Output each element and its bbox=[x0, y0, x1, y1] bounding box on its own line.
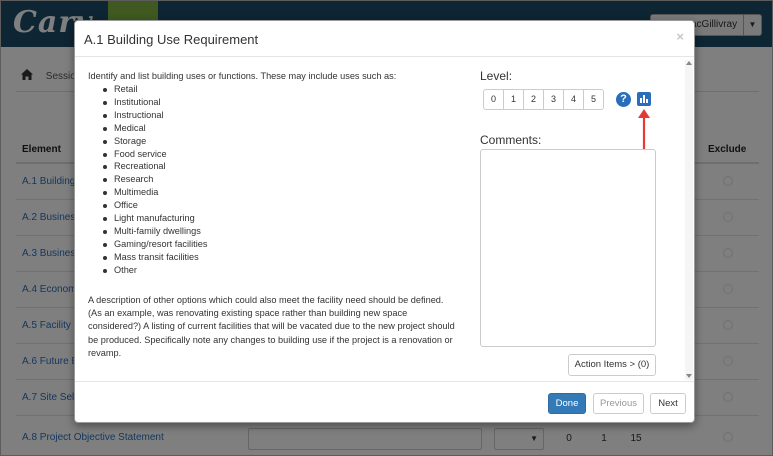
list-item: Other bbox=[102, 264, 207, 277]
list-item: Gaming/resort facilities bbox=[102, 238, 207, 251]
action-items-button[interactable]: Action Items > (0) bbox=[568, 354, 656, 376]
uses-list bbox=[102, 83, 207, 277]
previous-button[interactable]: Previous bbox=[593, 393, 644, 414]
list-item: Storage bbox=[102, 135, 207, 148]
done-button[interactable]: Done bbox=[548, 393, 586, 414]
list-item: Retail bbox=[102, 83, 207, 96]
list-item: Light manufacturing bbox=[102, 212, 207, 225]
dialog-header bbox=[75, 21, 694, 57]
intro-text: Identify and list building uses or functions. These may include uses such as: bbox=[88, 71, 397, 81]
level-option-1[interactable]: 1 bbox=[503, 89, 524, 110]
level-option-3[interactable]: 3 bbox=[543, 89, 564, 110]
close-icon[interactable]: × bbox=[676, 29, 684, 44]
list-item: Mass transit facilities bbox=[102, 251, 207, 264]
level-option-4[interactable]: 4 bbox=[563, 89, 584, 110]
help-icon[interactable]: ? bbox=[616, 92, 631, 107]
list-item: Institutional bbox=[102, 96, 207, 109]
list-item: Instructional bbox=[102, 109, 207, 122]
next-button[interactable]: Next bbox=[650, 393, 686, 414]
level-option-0[interactable]: 0 bbox=[483, 89, 504, 110]
list-item: Multimedia bbox=[102, 186, 207, 199]
dialog-body bbox=[75, 58, 694, 381]
level-selector bbox=[483, 89, 604, 110]
list-item: Office bbox=[102, 199, 207, 212]
list-item: Food service bbox=[102, 148, 207, 161]
guidance-text: A description of other options which could also meet the facility need should be defined. (As an example, was renovating existing space rather than building new space considered?) A listing of current facilities that will be vacated due to the new project should be produced. Specifically note any changes to building use if the project is a renovation or revamp. bbox=[88, 295, 455, 358]
list-item: Multi-family dwellings bbox=[102, 225, 207, 238]
bar-chart-icon[interactable] bbox=[637, 92, 651, 106]
scrollbar[interactable] bbox=[685, 60, 693, 380]
comments-textarea[interactable] bbox=[480, 149, 656, 347]
comments-label: Comments: bbox=[480, 133, 542, 147]
scroll-up-icon[interactable] bbox=[686, 61, 692, 65]
scroll-down-icon[interactable] bbox=[686, 374, 692, 378]
list-item: Recreational bbox=[102, 160, 207, 173]
dialog-footer bbox=[75, 381, 694, 423]
level-label: Level: bbox=[480, 69, 513, 83]
list-item: Research bbox=[102, 173, 207, 186]
level-option-5[interactable]: 5 bbox=[583, 89, 604, 110]
list-item: Medical bbox=[102, 122, 207, 135]
element-dialog bbox=[74, 20, 695, 423]
level-option-2[interactable]: 2 bbox=[523, 89, 544, 110]
dialog-title: A.1 Building Use Requirement bbox=[84, 32, 259, 47]
